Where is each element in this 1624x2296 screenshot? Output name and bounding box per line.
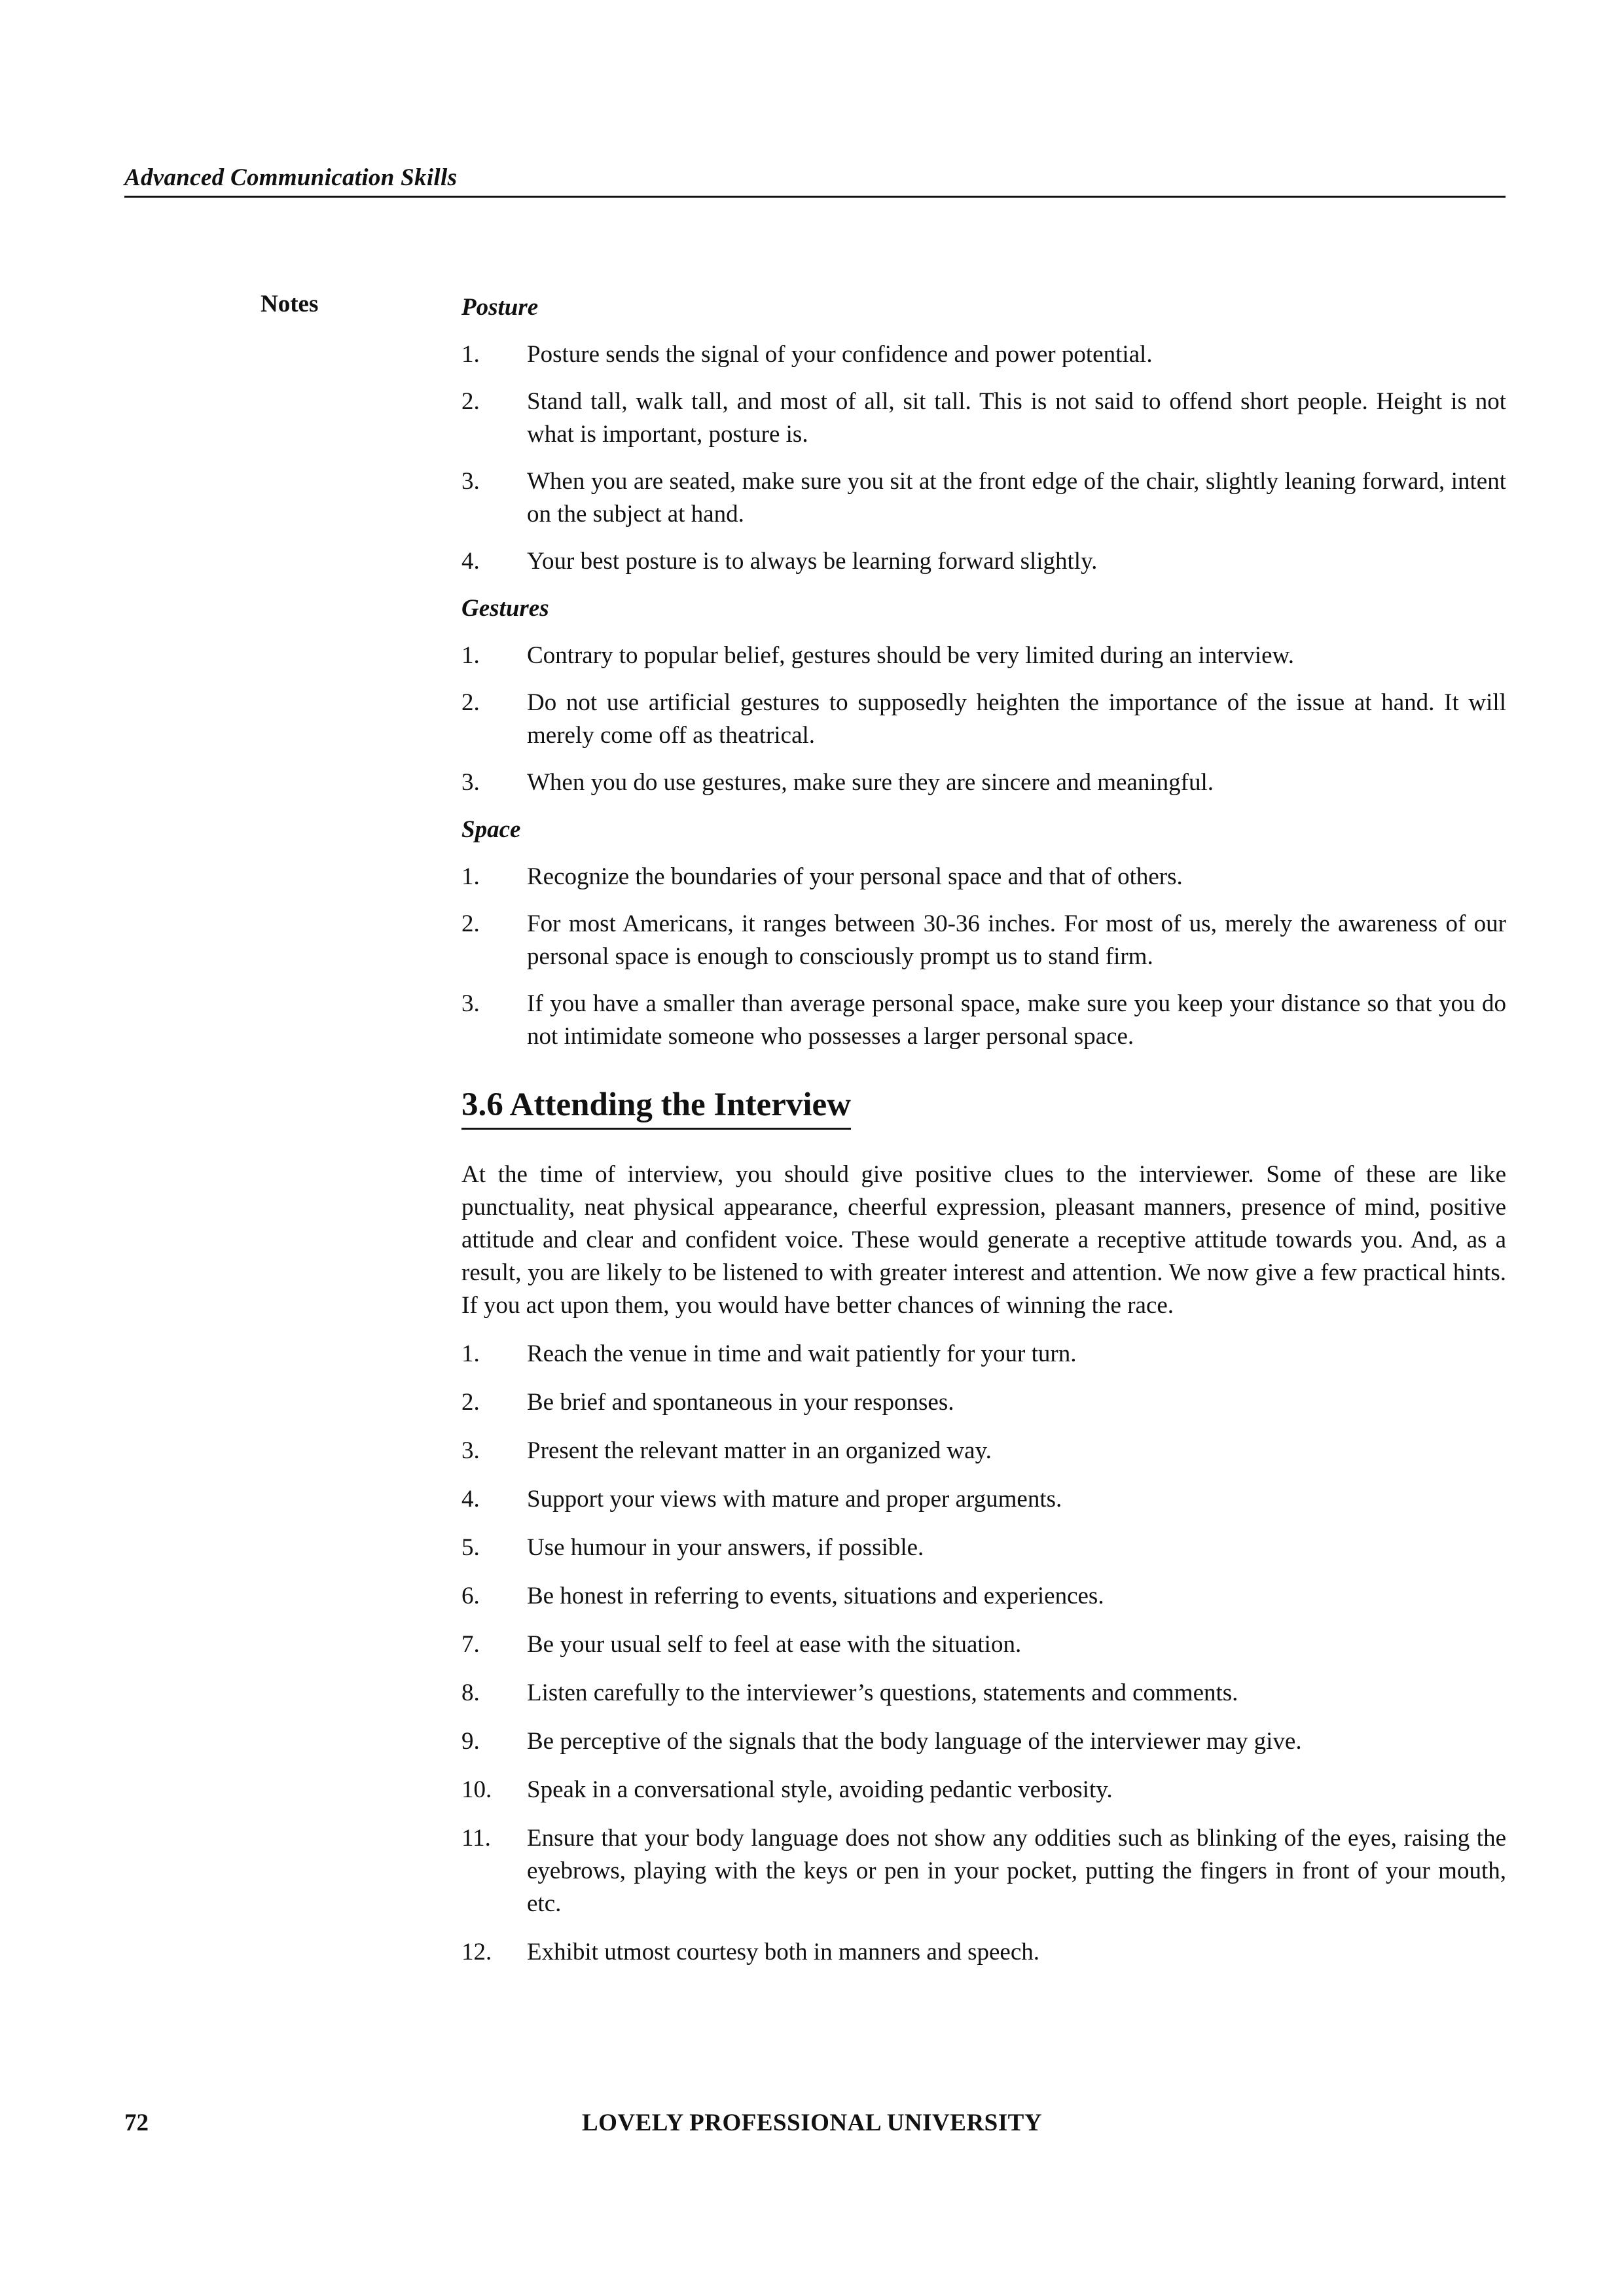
item-number: 3. [461,769,480,796]
running-header [124,162,1506,198]
list-item [461,1677,1506,1710]
item-number: 4. [461,548,480,575]
item-number: 10. [461,1776,492,1803]
item-number: 2. [461,388,480,415]
space-heading: Space [461,816,521,843]
item-text: Be your usual self to feel at ease with the situation. [527,1631,1022,1658]
item-number: 3. [461,1437,480,1464]
item-text: Do not use artificial gestures to supposedly heighten the importance of the issue at hand. It will merely come off as theatrical. [527,689,1506,749]
list-item [461,1822,1506,1920]
list-item [461,1386,1506,1419]
item-text: Posture sends the signal of your confidence and power potential. [527,341,1153,368]
list-item [461,465,1506,531]
item-text: If you have a smaller than average personal space, make sure you keep your distance so that you do not intimidate someone who possesses a larger personal space. [527,990,1506,1050]
item-text: Listen carefully to the interviewer’s questions, statements and comments. [527,1679,1238,1706]
list-item [461,338,1506,371]
item-text: Stand tall, walk tall, and most of all, sit tall. This is not said to offend short people. Height is not what is important, posture is. [527,388,1506,448]
item-number: 2. [461,689,480,716]
list-item [461,639,1506,672]
item-number: 7. [461,1631,480,1658]
item-text: When you do use gestures, make sure they are sincere and meaningful. [527,769,1214,796]
item-text: When you are seated, make sure you sit at the front edge of the chair, slightly leaning forward, intent on the subject at hand. [527,468,1506,528]
item-number: 12. [461,1939,492,1965]
item-text: Your best posture is to always be learning forward slightly. [527,548,1098,575]
section-title: 3.6 Attending the Interview [461,1085,851,1130]
item-text: Exhibit utmost courtesy both in manners and speech. [527,1939,1040,1965]
list-item [461,687,1506,752]
item-number: 5. [461,1534,480,1561]
item-number: 9. [461,1728,480,1755]
footer-university: LOVELY PROFESSIONAL UNIVERSITY [581,2109,1043,2136]
list-item [461,908,1506,973]
list-item [461,766,1506,799]
item-number: 6. [461,1583,480,1609]
list-item [461,1483,1506,1516]
item-number: 1. [461,642,480,669]
item-number: 1. [461,1340,480,1367]
item-number: 1. [461,863,480,890]
list-item [461,1628,1506,1661]
list-item [461,861,1506,893]
list-item [461,988,1506,1053]
item-text: For most Americans, it ranges between 30-36 inches. For most of us, merely the awareness of our personal space is enough to consciously prompt us to stand firm. [527,910,1506,970]
item-text: Be brief and spontaneous in your responses. [527,1389,954,1416]
item-number: 1. [461,341,480,368]
item-text: Recognize the boundaries of your personal space and that of others. [527,863,1183,890]
space-list [461,861,1506,1053]
posture-heading: Posture [461,294,539,321]
margin-notes-label: Notes [261,291,319,317]
list-item [461,1338,1506,1371]
list-item [461,1532,1506,1564]
item-text: Present the relevant matter in an organized way. [527,1437,992,1464]
interview-hints-list [461,1338,1506,1969]
list-item [461,386,1506,451]
item-number: 2. [461,910,480,937]
item-text: Ensure that your body language does not show any oddities such as blinking of the eyes, raising the eyebrows, playing with the keys or pen in your pocket, putting the fingers in front of your mouth, etc. [527,1825,1506,1917]
item-number: 4. [461,1486,480,1513]
gestures-heading: Gestures [461,595,549,622]
item-number: 3. [461,990,480,1017]
list-item [461,1774,1506,1806]
list-item [461,1435,1506,1467]
item-text: Be honest in referring to events, situations and experiences. [527,1583,1104,1609]
item-text: Use humour in your answers, if possible. [527,1534,924,1561]
item-text: Contrary to popular belief, gestures should be very limited during an interview. [527,642,1295,669]
running-title: Advanced Communication Skills [124,164,458,191]
item-number: 2. [461,1389,480,1416]
section-intro-paragraph: At the time of interview, you should give positive clues to the interviewer. Some of these are like punctuality, neat physical appearance, cheerful expression, pleasant manners, presence of mind, positive attitude and clear and confident voice. These would generate a receptive attitude towards you. And, as a result, you are likely to be listened to with greater interest and attention. We now give a few practical hints. If you act upon them, you would have better chances of winning the race. [461,1161,1506,1319]
item-text: Reach the venue in time and wait patiently for your turn. [527,1340,1077,1367]
page-number: 72 [124,2109,149,2136]
item-number: 11. [461,1825,491,1852]
item-text: Support your views with mature and proper arguments. [527,1486,1062,1513]
list-item [461,1936,1506,1969]
item-number: 8. [461,1679,480,1706]
item-number: 3. [461,468,480,495]
list-item [461,1580,1506,1613]
main-content [461,291,1506,1984]
posture-list [461,338,1506,578]
list-item [461,1725,1506,1758]
item-text: Be perceptive of the signals that the body language of the interviewer may give. [527,1728,1302,1755]
item-text: Speak in a conversational style, avoiding pedantic verbosity. [527,1776,1113,1803]
gestures-list [461,639,1506,799]
list-item [461,545,1506,578]
